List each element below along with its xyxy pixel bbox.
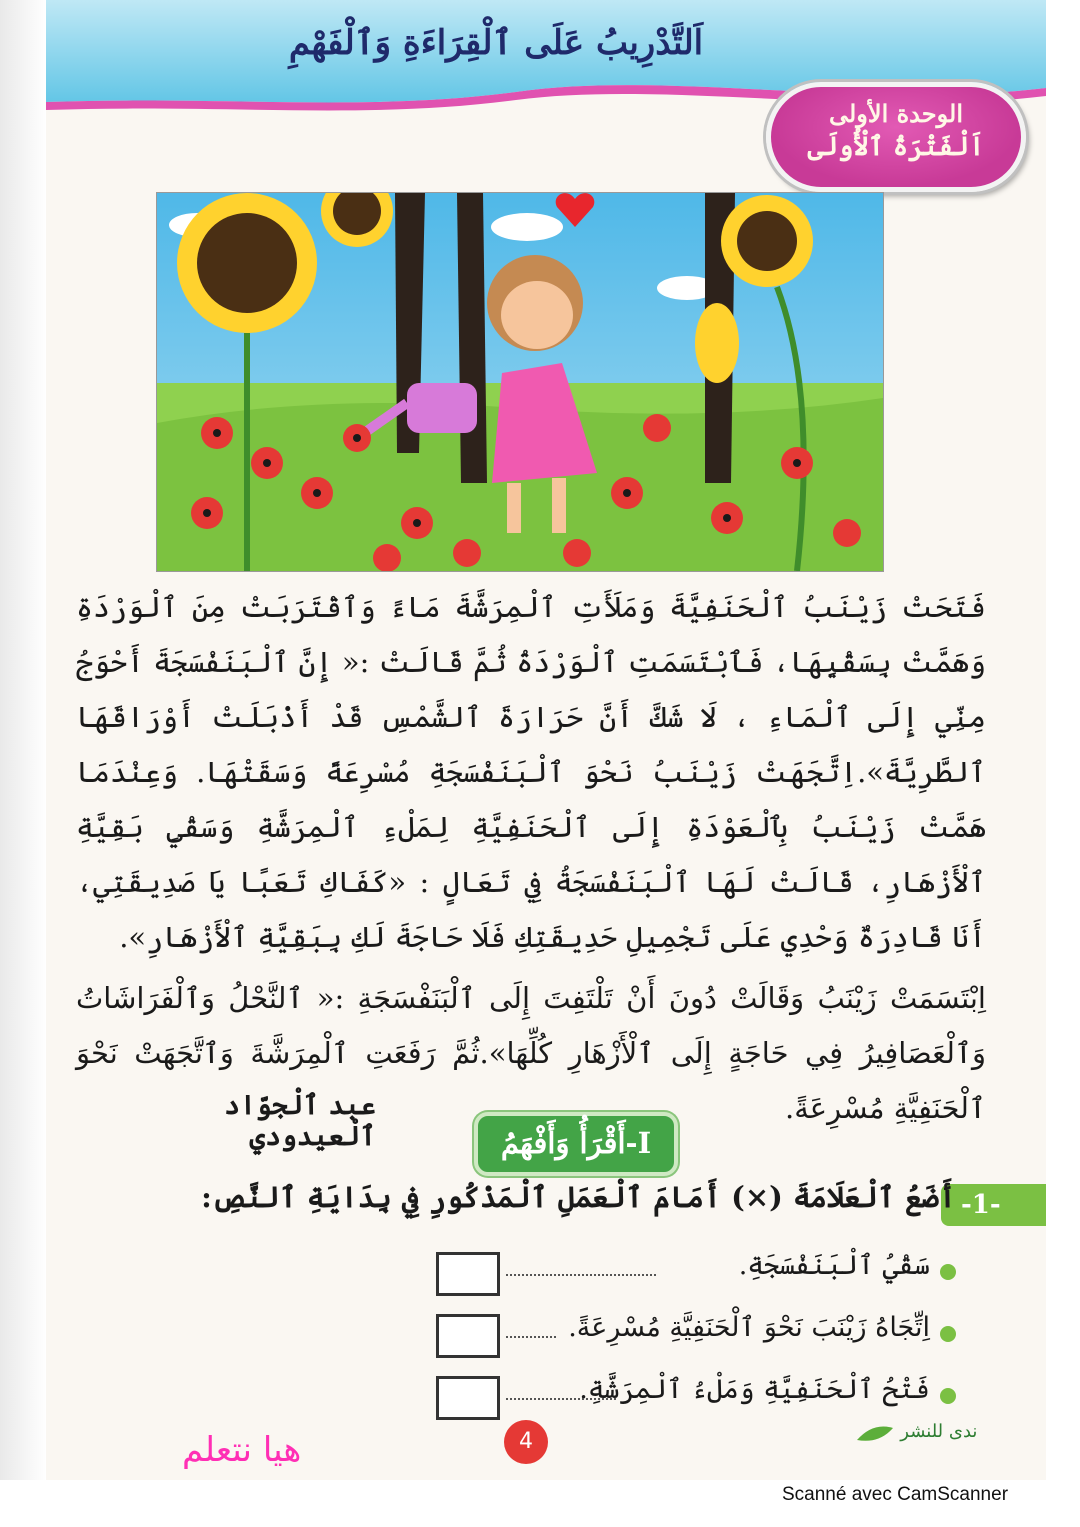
page-edge-shadow bbox=[0, 0, 46, 1480]
option-text: اِتِّجَاهُ زَيْنَبَ نَحْوَ ٱلْحَنَفِيَّةِ مُسْرِعَةً. bbox=[568, 1312, 930, 1343]
answer-checkbox[interactable] bbox=[436, 1252, 500, 1296]
page-title: اَلتَّدْرِيبُ عَلَى ٱلْقِرَاءَةِ وَٱلْفَهْمِ bbox=[288, 23, 704, 63]
scanner-caption: Scanné avec CamScanner bbox=[782, 1484, 1009, 1505]
unit-badge bbox=[766, 82, 1026, 192]
bullet-icon bbox=[940, 1388, 956, 1404]
story-illustration bbox=[156, 192, 884, 572]
option-text: سَقْيُ ٱلْبَنَفْسَجَةِ. bbox=[738, 1250, 930, 1281]
answer-option bbox=[436, 1374, 956, 1424]
bullet-icon bbox=[940, 1264, 956, 1280]
answer-option bbox=[436, 1250, 956, 1300]
answer-checkbox[interactable] bbox=[436, 1314, 500, 1358]
unit-label: الوحدة الأولى bbox=[828, 99, 963, 128]
story-author: عبد ٱلْجوّاد ٱلْعيدودي bbox=[224, 1090, 376, 1152]
option-text: فَتْحُ ٱلْحَنَفِيَّةِ وَمَلْءُ ٱلْمِرَشَّةِ. bbox=[579, 1374, 930, 1405]
dotted-line bbox=[506, 1398, 616, 1400]
story-paragraph: فَتَحَتْ زَيْنَبُ ٱلْحَنَفِيَّةَ وَمَلَأَتِ ٱلْمِرَشَّةَ مَاءً وَٱقْتَرَبَتْ مِنَ ٱلْوَرْدَةِ وَهَمَّتْ بِسَقْيِهَا، فَٱبْتَسَمَتِ ٱلْوَرْدَةُ ثُمَّ قَالَتْ :« إِنَّ ٱلْبَنَفْسَجَةَ أَحْوَجُ مِنِّي إِلَى ٱلْمَاءِ ، لَا شَكَّ أَنَّ حَرَارَةَ ٱلشَّمْسِ قَدْ أَذْبَلَتْ أَوْرَاقَهَا ٱلطَّرِيَّةَ».اِتَّجَهَتْ زَيْنَبُ نَحْوَ ٱلْبَنَفْسَجَةِ مُسْرِعَةً وَسَقَتْهَا. وَعِنْدَمَا هَمَّتْ زَيْنَبُ بِٱلْعَوْدَةِ إِلَى ٱلْحَنَفِيَّةِ لِمَلْءِ ٱلْمِرَشَّةِ وَسَقْيِ بَقِيَّةِ ٱلْأَزْهَارِ، قَالَتْ لَهَا ٱلْبَنَفْسَجَةُ فِي تَعَالٍ : «كَفَاكِ تَعَبًا يَا صَدِيقَتِي، أَنَا قَادِرَةٌ وَحْدِي عَلَى تَجْمِيلِ حَدِيقَتِكِ فَلَا حَاجَةَ لَكِ بِبَقِيَّةِ ٱلْأَزْهَارِ». bbox=[76, 590, 986, 954]
story-text bbox=[76, 580, 986, 1136]
publisher-name: ندى للنشر bbox=[900, 1421, 978, 1442]
dotted-line bbox=[506, 1274, 656, 1276]
dotted-line bbox=[506, 1336, 556, 1338]
question-number: -1- bbox=[941, 1184, 1046, 1226]
question-prompt: أَضَعُ ٱلْعَلَامَةَ (×) أَمَامَ ٱلْعَمَلِ ٱلْمَذْكُورِ فِي بِدَايَةِ ٱلنَّصِ: bbox=[201, 1180, 956, 1214]
bullet-icon bbox=[940, 1326, 956, 1342]
answer-option bbox=[436, 1312, 956, 1362]
watermark-text: هيا نتعلم bbox=[182, 1430, 302, 1470]
period-label: اَلْفَتْرَةُ ٱلْأُولَى bbox=[807, 132, 985, 162]
page-number: 4 bbox=[504, 1420, 548, 1464]
publisher-logo bbox=[836, 1420, 996, 1460]
story-paragraph: اِبْتَسَمَتْ زَيْنَبُ وَقَالَتْ دُونَ أَنْ تَلْتَفِتَ إِلَى ٱلْبَنَفْسَجَةِ :« ٱلنَّحْلُ وَٱلْفَرَاشَاتُ وَٱلْعَصَافِيرُ فِي حَاجَةٍ إِلَى ٱلْأَزْهَارِ كُلِّهَا».ثُمَّ رَفَعَتِ ٱلْمِرَشَّةَ وَٱتَّجَهَتْ نَحْوَ ٱلْحَنَفِيَّةِ مُسْرِعَةً. bbox=[76, 981, 986, 1125]
answer-checkbox[interactable] bbox=[436, 1376, 500, 1420]
leaf-icon bbox=[855, 1420, 895, 1444]
textbook-page bbox=[46, 0, 1046, 1480]
section-heading: I-أَقْرَأُ وَأَفْهَمُ bbox=[474, 1112, 678, 1176]
